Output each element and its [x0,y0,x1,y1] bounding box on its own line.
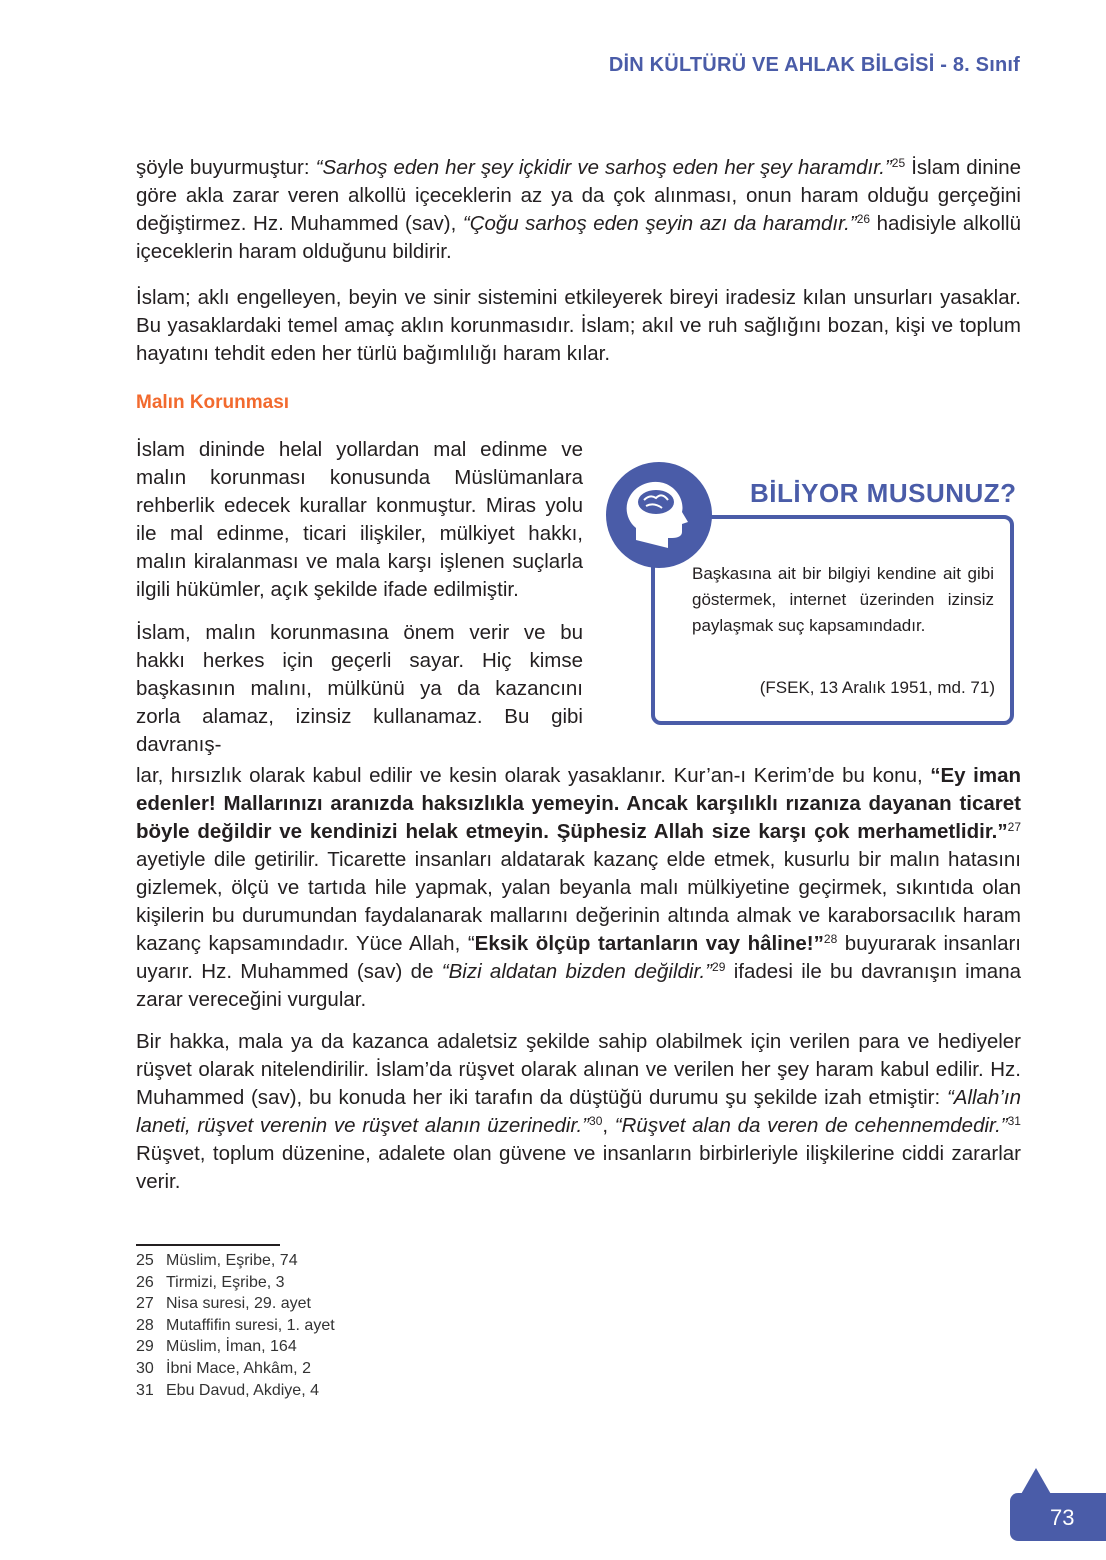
hadith-quote: “Çoğu sarhoş eden şeyin azı da haramdır.” [462,212,857,235]
footnote-text: Nisa suresi, 29. ayet [166,1295,311,1313]
paragraph-bribery [136,1028,1021,1196]
footnote-ref: 28 [823,932,838,946]
footnote-divider [136,1244,280,1246]
footnote-ref: 25 [891,156,906,170]
footnote [136,1315,335,1337]
text: ayetiyle dile getirilir. Ticarette insanları aldatarak kazanç elde etmek, kusurlu bir malın hatasını gizlemek, ölçü ve tartıda hile yapmak, yalan beyanla malı mülkiyetine geçirmek, sıkıntıda olan kişilerin bu durumundan faydalanarak mallarını değerinin altında almak ve karaborsacılık haram kazanç kapsamındadır. Yüce Allah, “ [136,848,1021,955]
footnote-text: İbni Mace, Ahkâm, 2 [166,1359,311,1377]
info-source: (FSEK, 13 Aralık 1951, md. 71) [759,678,995,697]
text: şöyle buyurmuştur: [136,156,316,179]
page-tab-pointer [1020,1468,1052,1496]
hadith-quote: “Sarhoş eden her şey içkidir ve sarhoş eden her şey haramdır.” [315,156,892,179]
text: buyurarak insanları uyarır. Hz. Muhammed (sav) de [136,932,1021,983]
footnote-number: 30 [136,1359,154,1377]
footnote [136,1272,335,1294]
footnote [136,1336,335,1358]
text: Bir hakka, mala ya da kazanca adaletsiz şekilde sahip olabilmek için verilen para ve hediyeler rüşvet olarak nitelendirilir. İslam’da rüşvet olarak alınan ve verilen her şey haram kabul edilir. Hz. Muhammed (sav), bu konuda her iki tarafın da düştüğü durumu şu şekilde izah etmiştir: [136,1030,1021,1109]
running-header: DİN KÜLTÜRÜ VE AHLAK BİLGİSİ - 8. Sınıf [608,54,1020,76]
footnote-number: 31 [136,1381,154,1399]
text: hadisiyle alkollü içeceklerin haram olduğunu bildirir. [136,212,1021,263]
text: , [602,1114,615,1137]
brain-head-icon [606,462,712,568]
info-body: Başkasına ait bir bilgiyi kendine ait gibi göstermek, internet üzerinden izinsiz paylaşmak suç kapsamındadır. [692,564,994,635]
page-number: 73 [1050,1505,1075,1530]
footnote-text: Ebu Davud, Akdiye, 4 [166,1381,319,1399]
footnote [136,1358,335,1380]
paragraph-alcohol [136,154,1021,266]
footnotes [136,1250,335,1401]
footnote-ref: 27 [1007,820,1021,834]
paragraph-theft [136,762,1021,1014]
footnote-ref: 31 [1007,1114,1021,1128]
footnote [136,1250,335,1272]
verse-quote: “Ey iman edenler! Mallarınızı aranızda haksızlıkla yemeyin. Ancak karşılıklı rızanıza dayanan ticaret böyle değildir ve kendinizi helak etmeyin. Şüphesiz Allah size karşı çok merhametlidir.” [136,764,1021,843]
footnote [136,1380,335,1402]
column-text [136,436,583,759]
text: ifadesi ile bu davranışın imana zarar vereceğini vurgular. [136,960,1021,1011]
footnote-text: Tirmizi, Eşribe, 3 [166,1273,285,1291]
text: İslam; aklı engelleyen, beyin ve sinir sistemini etkileyerek bireyi iradesiz kılan unsurları yasaklar. Bu yasaklardaki temel amaç aklın korunmasıdır. İslam; akıl ve ruh sağlığını bozan, kişi ve toplum hayatını tehdit eden her türlü bağımlılığı haram kılar. [136,286,1021,365]
verse-quote: Eksik ölçüp tartanların vay hâline!” [474,932,824,955]
text: İslam dinine göre akla zarar veren alkollü içeceklerin az ya da çok alınması, onun haram olduğu gerçeğini değiştirmez. Hz. Muhammed (sav), [136,156,1021,235]
footnote-text: Mutaffifin suresi, 1. ayet [166,1316,335,1334]
text: Rüşvet, toplum düzenine, adalete olan güvene ve insanların birbirleriyle ilişkilerine ciddi zararlar verir. [136,1142,1021,1193]
footnote-number: 26 [136,1273,154,1291]
footnote-ref: 29 [712,960,726,974]
text: lar, hırsızlık olarak kabul edilir ve kesin olarak yasaklanır. Kur’an-ı Kerim’de bu konu, [136,764,931,787]
footnote-text: Müslim, İman, 164 [166,1338,297,1356]
footnote-number: 27 [136,1295,154,1313]
footnote-number: 28 [136,1316,154,1334]
footnote-number: 29 [136,1338,154,1356]
hadith-quote: “Bizi aldatan bizden değildir.” [441,960,713,983]
footnote-text: Müslim, Eşribe, 74 [166,1252,298,1269]
hadith-quote: “Rüşvet alan da veren de cehennemdedir.” [614,1114,1008,1137]
hadith-quote: “Allah’ın laneti, rüşvet verenin ve rüşvet alanın üzerinedir.” [136,1086,1021,1137]
footnote-number: 25 [136,1252,154,1269]
footnote-ref: 30 [589,1114,603,1128]
paragraph: İslam, malın korunmasına önem verir ve bu hakkı herkes için geçerli sayar. Hiç kimse başkasının malını, mülkünü ya da kazancını zorla alamaz, izinsiz kullanamaz. Bu gibi davranış- [136,621,583,756]
footnote-ref: 26 [856,212,871,226]
footnote [136,1293,335,1315]
paragraph-addiction [136,284,1021,368]
section-heading: Malın Korunması [136,392,290,413]
paragraph: İslam dininde helal yollardan mal edinme ve malın korunması konusunda Müslümanlara rehberlik edecek kurallar konmuştur. Miras yolu ile mal edinme, ticari ilişkiler, mülkiyet hakkı, malın kiralanması ve mala karşı işlenen suçlarla ilgili hükümler, açık şekilde ifade edilmiştir. [136,438,583,601]
info-title: BİLİYOR MUSUNUZ? [750,478,1017,508]
